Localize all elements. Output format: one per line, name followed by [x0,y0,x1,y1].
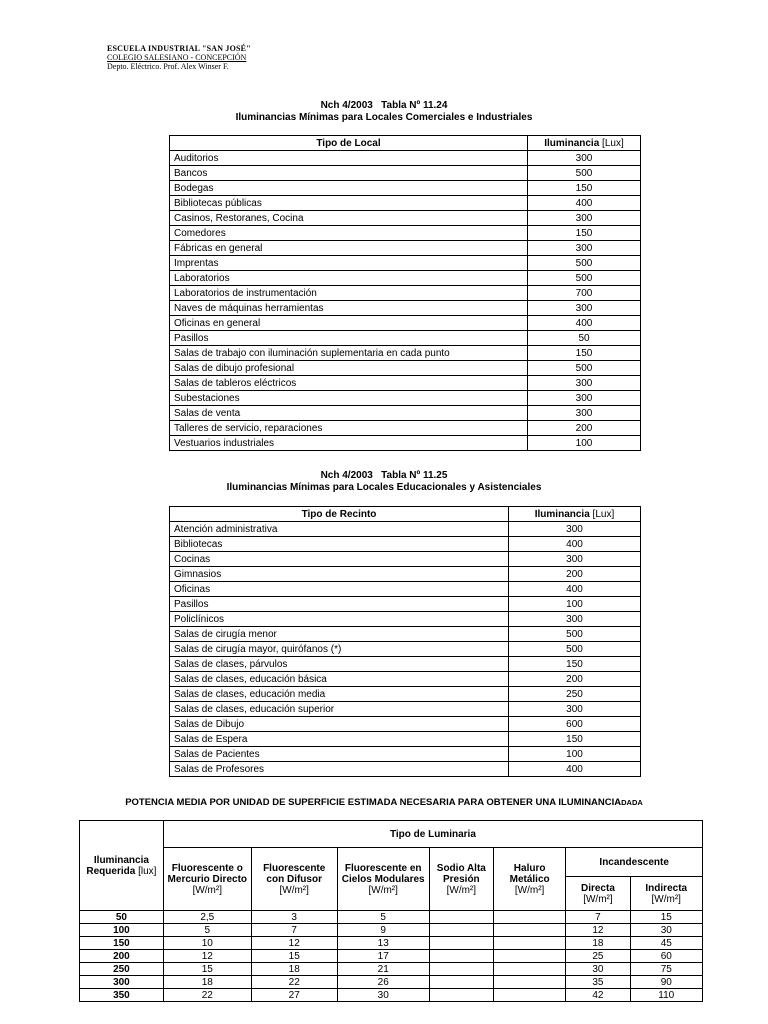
row-label: Bibliotecas [170,537,509,552]
row-value: 500 [509,627,641,642]
row-iluminancia: 50 [80,911,164,924]
table-row [170,627,641,642]
table-row [170,376,641,391]
row-value: 150 [528,226,641,241]
row-label: Auditorios [170,151,528,166]
table3-col-2-unit: [W/m²] [368,884,398,896]
table3-header-col-3 [429,848,493,911]
row-label: Casinos, Restoranes, Cocina [170,211,528,226]
row-value: 150 [528,346,641,361]
row-value: 400 [509,762,641,777]
row-cell: 22 [251,976,337,989]
table-row [170,747,641,762]
row-cell [429,937,493,950]
row-label: Salas de clases, educación superior [170,702,509,717]
row-value: 300 [528,406,641,421]
row-cell: 60 [630,950,703,963]
table-row [170,657,641,672]
row-label: Atención administrativa [170,522,509,537]
table3-col-1-name: Fluorescente con Difusor [263,862,326,885]
table-row [170,271,641,286]
row-value: 300 [528,151,641,166]
row-label: Salas de Profesores [170,762,509,777]
table-row [80,911,703,924]
table-row [170,331,641,346]
table2-header-iluminancia [509,507,641,522]
row-label: Salas de Dibujo [170,717,509,732]
row-value: 400 [528,316,641,331]
row-label: Oficinas en general [170,316,528,331]
table-row [170,522,641,537]
row-cell [429,963,493,976]
table-row [170,762,641,777]
row-iluminancia: 100 [80,924,164,937]
row-value: 200 [528,421,641,436]
table-row [170,612,641,627]
row-label: Imprentas [170,256,528,271]
row-iluminancia: 300 [80,976,164,989]
table1-header-iluminancia [528,136,641,151]
table3-sub-1-name: Indirecta [645,882,688,894]
row-cell: 2,5 [163,911,251,924]
row-cell [429,950,493,963]
row-cell: 21 [337,963,429,976]
table-row [170,316,641,331]
table-row [170,702,641,717]
table2-header-unit: [Lux] [589,508,615,520]
row-value: 300 [528,391,641,406]
row-value: 500 [509,642,641,657]
row-cell: 22 [163,989,251,1002]
table-row [170,582,641,597]
table-row [170,181,641,196]
row-cell: 12 [251,937,337,950]
table-potencia-media [79,820,703,1002]
table2-body [170,522,641,777]
row-value: 300 [509,552,641,567]
table3-col-4-name: Haluro Metálico [509,862,550,885]
table1-caption-line1: Nch 4/2003 Tabla Nº 11.24 [320,100,448,111]
row-value: 300 [509,702,641,717]
row-cell: 30 [337,989,429,1002]
row-label: Bodegas [170,181,528,196]
row-cell: 15 [163,963,251,976]
row-value: 200 [509,672,641,687]
table3-sub-0-name: Directa [580,882,615,894]
table1-body [170,151,641,451]
table3-col-2-name: Fluorescente en Cielos Modulares [341,862,425,885]
table-row [170,166,641,181]
row-label: Oficinas [170,582,509,597]
row-cell: 110 [630,989,703,1002]
row-value: 400 [528,196,641,211]
row-value: 200 [509,567,641,582]
row-label: Subestaciones [170,391,528,406]
table-row [170,241,641,256]
row-label: Pasillos [170,597,509,612]
table3-sub-1-unit: [W/m²] [651,893,681,905]
table3-col-3-unit: [W/m²] [446,884,477,896]
department-line: Depto. Eléctrico. Prof. Alex Winser F. [107,62,229,71]
row-cell: 15 [630,911,703,924]
table-row [170,537,641,552]
table-row [170,642,641,657]
row-cell: 5 [337,911,429,924]
row-iluminancia: 250 [80,963,164,976]
row-value: 400 [509,537,641,552]
table-row [80,976,703,989]
row-label: Comedores [170,226,528,241]
row-value: 300 [509,522,641,537]
table3-header-requerida [80,821,164,911]
row-cell [493,976,565,989]
row-value: 150 [528,181,641,196]
row-cell [429,976,493,989]
row-value: 500 [528,361,641,376]
table3-body [80,911,703,1002]
row-cell: 13 [337,937,429,950]
row-cell: 26 [337,976,429,989]
table3-col-0-name: Fluorescente o Mercurio Directo [167,862,248,885]
table3-header-col-2 [337,848,429,911]
row-cell [429,989,493,1002]
table-locales-comerciales [169,135,641,451]
table-row [170,391,641,406]
table-row [170,552,641,567]
row-cell: 18 [163,976,251,989]
row-value: 600 [509,717,641,732]
row-cell: 10 [163,937,251,950]
table-row [80,989,703,1002]
row-value: 500 [528,166,641,181]
table2-caption [0,470,768,494]
row-value: 400 [509,582,641,597]
table-row [170,567,641,582]
table-row [170,597,641,612]
table3-header-incandescente: Incandescente [566,848,703,877]
row-cell [493,950,565,963]
row-cell [493,937,565,950]
row-cell: 35 [566,976,630,989]
row-label: Salas de clases, educación básica [170,672,509,687]
table3-header-col-0 [163,848,251,911]
table-row [170,672,641,687]
row-label: Pasillos [170,331,528,346]
row-cell: 12 [163,950,251,963]
row-label: Bancos [170,166,528,181]
document-header [107,44,251,71]
row-iluminancia: 350 [80,989,164,1002]
table-row [170,211,641,226]
row-value: 300 [528,211,641,226]
row-value: 50 [528,331,641,346]
table1-caption [0,100,768,124]
row-label: Talleres de servicio, reparaciones [170,421,528,436]
row-value: 100 [509,747,641,762]
table-row [170,286,641,301]
row-cell: 12 [566,924,630,937]
table-row [170,406,641,421]
table-row [170,687,641,702]
table3-col-4-unit: [W/m²] [514,884,545,896]
table-row [170,717,641,732]
row-value: 250 [509,687,641,702]
row-cell: 17 [337,950,429,963]
table3-header-tipo-luminaria: Tipo de Luminaria [163,821,702,848]
table-row [170,256,641,271]
table2-caption-line2: Iluminancias Mínimas para Locales Educacionales y Asistenciales [226,482,542,493]
row-value: 100 [528,436,641,451]
row-cell: 5 [163,924,251,937]
table1-header-unit: [Lux] [599,137,624,149]
row-label: Policlínicos [170,612,509,627]
table2-header-tipo: Tipo de Recinto [170,507,509,522]
row-iluminancia: 150 [80,937,164,950]
row-cell: 18 [566,937,630,950]
table3-col-3-name: Sodio Alta Presión [436,862,486,885]
row-cell: 3 [251,911,337,924]
row-cell [493,924,565,937]
table-row [80,924,703,937]
table1-caption-line2: Iluminancias Mínimas para Locales Comerciales e Industriales [235,112,533,123]
row-label: Laboratorios de instrumentación [170,286,528,301]
table3-header-requerida-label: Iluminancia Requerida [86,854,149,877]
row-cell: 30 [630,924,703,937]
row-value: 300 [528,241,641,256]
row-label: Salas de trabajo con iluminación suplementaria en cada punto [170,346,528,361]
row-cell: 42 [566,989,630,1002]
row-label: Laboratorios [170,271,528,286]
row-label: Naves de máquinas herramientas [170,301,528,316]
table3-header-indirecta [630,877,703,911]
row-cell: 27 [251,989,337,1002]
table3-header-col-4 [493,848,565,911]
table3-title [0,797,768,808]
row-value: 500 [528,256,641,271]
row-cell: 18 [251,963,337,976]
table3-header-requerida-unit: [lux] [135,865,157,877]
school-name: ESCUELA INDUSTRIAL "SAN JOSÉ" [107,44,251,53]
row-value: 150 [509,657,641,672]
row-value: 150 [509,732,641,747]
row-value: 300 [528,301,641,316]
row-cell [493,989,565,1002]
row-value: 300 [509,612,641,627]
row-label: Salas de Espera [170,732,509,747]
row-value: 700 [528,286,641,301]
table-row [170,346,641,361]
table3-sub-0-unit: [W/m²] [583,893,613,905]
table-row [80,963,703,976]
row-label: Salas de dibujo profesional [170,361,528,376]
row-cell [493,911,565,924]
row-label: Salas de Pacientes [170,747,509,762]
table-row [170,436,641,451]
table-row [170,732,641,747]
table1-header-tipo: Tipo de Local [170,136,528,151]
row-label: Salas de cirugía mayor, quirófanos (*) [170,642,509,657]
row-label: Bibliotecas públicas [170,196,528,211]
table-row [170,196,641,211]
row-cell [493,963,565,976]
table3-title-main: POTENCIA MEDIA POR UNIDAD DE SUPERFICIE ESTIMADA NECESARIA PARA OBTENER UNA ILUMINANCIA [125,797,622,808]
table-row [170,226,641,241]
table2-header-iluminancia-label: Iluminancia [534,508,590,520]
table-locales-educacionales [169,506,641,777]
table3-header-directa [566,877,630,911]
table-row [170,421,641,436]
row-label: Fábricas en general [170,241,528,256]
row-label: Salas de clases, párvulos [170,657,509,672]
row-cell: 25 [566,950,630,963]
table-row [80,937,703,950]
row-label: Salas de clases, educación media [170,687,509,702]
row-value: 300 [528,376,641,391]
table3-col-1-unit: [W/m²] [279,884,309,896]
row-label: Salas de tableros eléctricos [170,376,528,391]
row-cell: 45 [630,937,703,950]
row-cell: 30 [566,963,630,976]
college-name: COLEGIO SALESIANO - CONCEPCIÓN [107,53,247,62]
table-row [80,950,703,963]
row-label: Salas de venta [170,406,528,421]
row-cell: 75 [630,963,703,976]
table-row [170,301,641,316]
row-label: Gimnasios [170,567,509,582]
row-cell: 15 [251,950,337,963]
row-value: 500 [528,271,641,286]
row-cell: 7 [251,924,337,937]
row-value: 100 [509,597,641,612]
row-cell [429,911,493,924]
row-cell: 7 [566,911,630,924]
table1-header-iluminancia-label: Iluminancia [544,137,600,149]
table2-caption-line1: Nch 4/2003 Tabla Nº 11.25 [320,470,448,481]
row-label: Vestuarios industriales [170,436,528,451]
row-cell: 9 [337,924,429,937]
table-row [170,361,641,376]
table3-header-col-1 [251,848,337,911]
table3-col-0-unit: [W/m²] [192,884,222,896]
row-iluminancia: 200 [80,950,164,963]
row-cell: 90 [630,976,703,989]
table3-title-suffix: DADA [621,798,643,807]
row-label: Salas de cirugía menor [170,627,509,642]
table-row [170,151,641,166]
row-cell [429,924,493,937]
row-label: Cocinas [170,552,509,567]
